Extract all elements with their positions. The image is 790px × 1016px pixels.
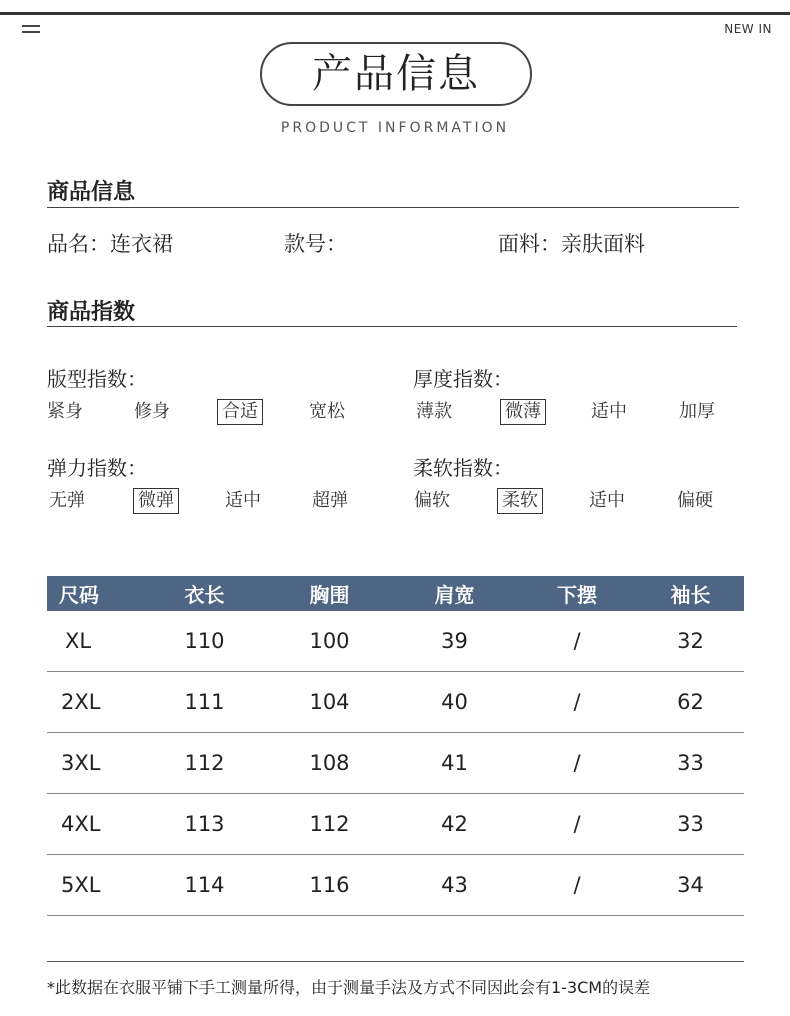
cell-bust: 100 <box>309 629 350 653</box>
thickness-index-label: 厚度指数： <box>413 367 513 391</box>
fit-option: 宽松 <box>309 401 345 422</box>
indices-heading: 商品指数 <box>47 300 136 325</box>
cell-size: 5XL <box>61 873 101 897</box>
fit-option: 紧身 <box>47 401 83 422</box>
col-header-hem: 下摆 <box>557 583 597 607</box>
cell-size: XL <box>65 629 92 653</box>
cell-hem: / <box>573 751 581 775</box>
table-row <box>47 733 744 794</box>
col-header-length: 衣长 <box>184 583 225 607</box>
cell-size: 3XL <box>61 751 101 775</box>
page-subtitle: PRODUCT INFORMATION <box>280 120 510 136</box>
cell-hem: / <box>573 812 581 836</box>
product-name: 品名：连衣裙 <box>47 232 173 256</box>
size-table <box>47 576 744 916</box>
product-info-divider <box>47 207 739 208</box>
col-header-sleeve: 袖长 <box>670 583 711 607</box>
cell-sleeve: 34 <box>677 873 704 897</box>
table-row <box>47 855 744 916</box>
cell-shoulder: 40 <box>441 690 468 714</box>
thickness-option: 适中 <box>591 401 627 422</box>
fit-index-label: 版型指数： <box>47 367 147 391</box>
cell-sleeve: 33 <box>677 812 704 836</box>
cell-length: 114 <box>184 873 225 897</box>
softness-option: 适中 <box>589 490 625 511</box>
thickness-option: 加厚 <box>679 401 715 422</box>
fit-option: 修身 <box>134 401 170 422</box>
new-in-label: NEW IN <box>724 22 772 36</box>
cell-hem: / <box>573 690 581 714</box>
cell-sleeve: 62 <box>677 690 704 714</box>
cell-size: 4XL <box>61 812 101 836</box>
softness-index-label: 柔软指数： <box>413 456 513 480</box>
cell-bust: 108 <box>309 751 350 775</box>
table-row <box>47 672 744 733</box>
cell-size: 2XL <box>61 690 101 714</box>
menu-icon[interactable] <box>22 25 40 35</box>
softness-option: 偏软 <box>414 490 450 511</box>
fit-option-selected: 合适 <box>217 399 263 425</box>
cell-shoulder: 39 <box>441 629 468 653</box>
page-title: 产品信息 <box>260 42 532 106</box>
cell-length: 111 <box>184 690 225 714</box>
fabric: 面料：亲肤面料 <box>498 232 645 256</box>
cell-bust: 104 <box>309 690 350 714</box>
cell-length: 112 <box>184 751 225 775</box>
softness-option: 偏硬 <box>677 490 713 511</box>
thickness-option-selected: 微薄 <box>500 399 546 425</box>
cell-length: 110 <box>184 629 225 653</box>
top-rule <box>0 12 790 15</box>
cell-bust: 116 <box>309 873 350 897</box>
note-divider <box>47 961 744 962</box>
product-info-heading: 商品信息 <box>47 180 136 205</box>
cell-bust: 112 <box>309 812 350 836</box>
cell-shoulder: 42 <box>441 812 468 836</box>
elasticity-option: 超弹 <box>312 490 348 511</box>
elasticity-option: 适中 <box>225 490 261 511</box>
cell-sleeve: 33 <box>677 751 704 775</box>
cell-hem: / <box>573 629 581 653</box>
elasticity-index-label: 弹力指数： <box>47 456 147 480</box>
softness-option-selected: 柔软 <box>497 488 543 514</box>
cell-length: 113 <box>184 812 225 836</box>
measurement-note: *此数据在衣服平铺下手工测量所得，由于测量手法及方式不同因此会有1-3CM的误差 <box>47 978 651 997</box>
cell-shoulder: 41 <box>441 751 468 775</box>
elasticity-option-selected: 微弹 <box>133 488 179 514</box>
table-row <box>47 794 744 855</box>
col-header-size: 尺码 <box>59 583 99 607</box>
cell-shoulder: 43 <box>441 873 468 897</box>
col-header-bust: 胸围 <box>309 583 350 607</box>
cell-hem: / <box>573 873 581 897</box>
indices-divider <box>47 326 737 327</box>
cell-sleeve: 32 <box>677 629 704 653</box>
style-number: 款号： <box>284 232 347 256</box>
col-header-shoulder: 肩宽 <box>434 583 475 607</box>
elasticity-option: 无弹 <box>49 490 85 511</box>
thickness-option: 薄款 <box>416 401 452 422</box>
size-table-header <box>47 576 744 611</box>
table-row <box>47 611 744 672</box>
